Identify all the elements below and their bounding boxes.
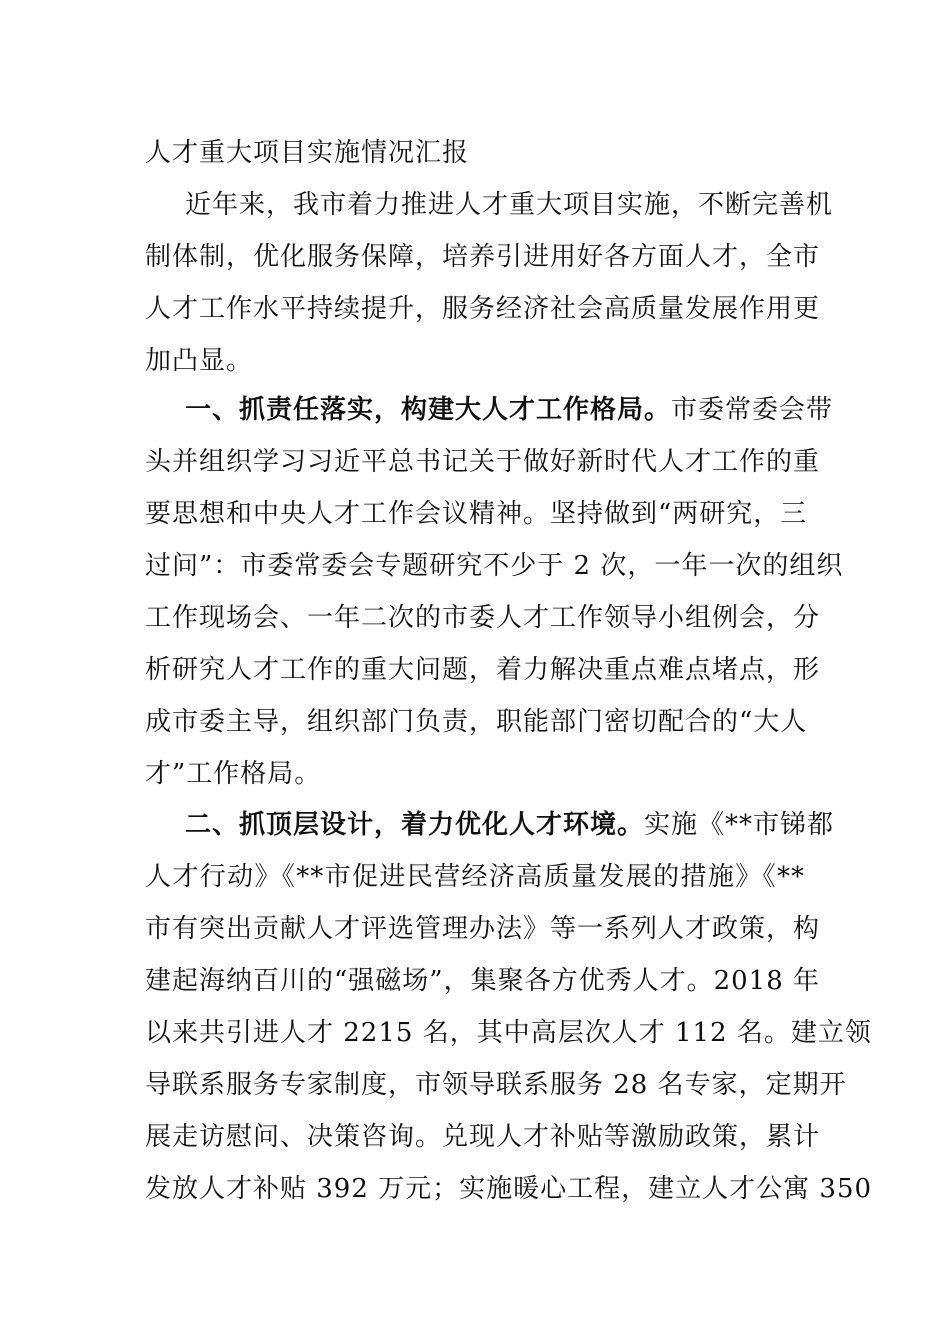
section-1-line: 头并组织学习习近平总书记关于做好新时代人才工作的重 xyxy=(145,447,821,477)
document-title: 人才重大项目实施情况汇报 xyxy=(145,138,470,168)
intro-paragraph xyxy=(145,179,834,387)
section-2-line: 导联系服务专家制度，市领导联系服务 28 名专家，定期开 xyxy=(145,1070,847,1100)
section-1-line: 成市委主导，组织部门负责，职能部门密切配合的“大人 xyxy=(145,707,808,737)
section-2-first-line-text: 实施《**市锑都 xyxy=(644,810,835,840)
intro-line: 近年来，我市着力推进人才重大项目实施，不断完善机 xyxy=(185,190,834,220)
section-1-line: 要思想和中央人才工作会议精神。坚持做到“两研究，三 xyxy=(145,499,808,529)
section-1-paragraph xyxy=(145,384,844,800)
section-1-heading: 一、抓责任落实，构建大人才工作格局。 xyxy=(185,395,672,425)
section-1-first-line-text: 市委常委会带 xyxy=(671,395,834,425)
intro-line: 加凸显。 xyxy=(145,346,254,376)
intro-line: 制体制，优化服务保障，培养引进用好各方面人才，全市 xyxy=(145,242,821,272)
section-1-first-line xyxy=(145,384,834,436)
section-1-line: 过问”：市委常委会专题研究不少于 2 次，一年一次的组织 xyxy=(145,551,844,581)
section-2-paragraph xyxy=(145,799,873,1215)
section-2-line: 人才行动》《**市促进民营经济高质量发展的措施》《** xyxy=(145,862,805,892)
section-2-line: 建起海纳百川的“强磁场”，集聚各方优秀人才。2018 年 xyxy=(145,966,821,996)
section-1-line: 工作现场会、一年二次的市委人才工作领导小组例会，分 xyxy=(145,603,821,633)
intro-line: 人才工作水平持续提升，服务经济社会高质量发展作用更 xyxy=(145,294,821,324)
section-1-line: 析研究人才工作的重大问题，着力解决重点难点堵点，形 xyxy=(145,655,821,685)
section-2-heading: 二、抓顶层设计，着力优化人才环境。 xyxy=(185,810,645,840)
section-2-line: 市有突出贡献人才评选管理办法》等一系列人才政策，构 xyxy=(145,914,821,944)
section-2-line: 发放人才补贴 392 万元；实施暖心工程，建立人才公寓 350 xyxy=(145,1174,873,1204)
section-2-line: 展走访慰问、决策咨询。兑现人才补贴等激励政策，累计 xyxy=(145,1122,821,1152)
section-1-line: 才”工作格局。 xyxy=(145,759,322,789)
section-2-line: 以来共引进人才 2215 名，其中高层次人才 112 名。建立领 xyxy=(145,1018,872,1048)
section-2-first-line xyxy=(145,799,835,851)
